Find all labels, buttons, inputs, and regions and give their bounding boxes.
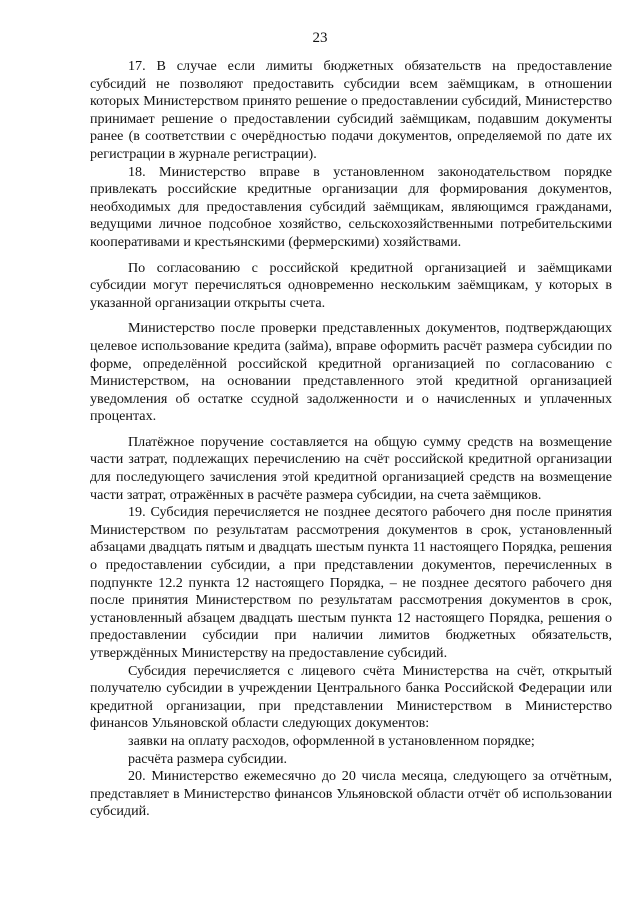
paragraph-19-transfer-account: Субсидия перечисляется с лицевого счёта Министерства на счёт, открытый получателю субсидии в учреждении Центрального банка Российской Федерации или кредитной организации, при представлении Министерством в Министерство финансов Ульяновской области следующих документов: — [90, 662, 612, 732]
document-body — [90, 58, 612, 821]
list-item-subsidy-calculation: расчёта размера субсидии. — [128, 750, 288, 767]
paragraph-18-payment-transfer: По согласованию с российской кредитной организацией и заёмщиками субсидии могут перечисляться одновременно нескольким заёмщикам, у которых в указанной организации открыты счета. — [90, 259, 612, 311]
paragraph-17: 17. В случае если лимиты бюджетных обязательств на предоставление субсидий не позволяют предоставить субсидии всем заёмщикам, в отношении которых Министерством принято решение о предоставлении субсидий, Министерство принимает решение о предоставлении субсидий заёмщикам, подавшим документы ранее (в соответствии с очерёдностью подачи документов, определяемой по дате их регистрации в журнале регистрации). — [90, 58, 612, 162]
paragraph-19: 19. Субсидия перечисляется не позднее десятого рабочего дня после принятия Министерством по результатам рассмотрения документов в срок, установленный абзацами двадцать пятым и двадцать шестым пункта 11 настоящего Порядка, решения о предоставлении субсидии, а при представлении документов, перечисленных в подпункте 12.2 пункта 12 настоящего Порядка, – не позднее десятого рабочего дня после принятия Министерством по результатам рассмотрения документов в срок, установленный абзацем двадцать шестым пункта 12 настоящего Порядка, решения о предоставлении субсидии при наличии лимитов бюджетных обязательств, утверждённых Министерству на предоставление субсидий. — [90, 504, 612, 661]
paragraph-18-payment-order: Платёжное поручение составляется на общую сумму средств на возмещение части затрат, подлежащих перечислению на счёт российской кредитной организации для последующего зачисления этой кредитной организацией средств на возмещение части затрат, отражённых в расчёте размера субсидии, на счета заёмщиков. — [90, 433, 612, 503]
paragraph-18-subsidy-calculation: Министерство после проверки представленных документов, подтверждающих целевое использование кредита (займа), вправе оформить расчёт размера субсидии по форме, определённой российской кредитной организацией по согласованию с Министерством, на основании представленного этой кредитной организацией уведомления об остатке ссудной задолженности и о начисленных и уплаченных процентах. — [90, 320, 612, 425]
page-number: 23 — [312, 30, 328, 46]
paragraph-20: 20. Министерство ежемесячно до 20 числа месяца, следующего за отчётным, представляет в Министерство финансов Ульяновской области отчёт об использовании субсидий. — [90, 768, 612, 820]
paragraph-18: 18. Министерство вправе в установленном законодательством порядке привлекать российские кредитные организации для формирования документов, необходимых для предоставления субсидий заёмщикам, являющимся гражданами, ведущими личное подсобное хозяйство, сельскохозяйственными потребительскими кооперативами и крестьянскими (фермерскими) хозяйствами. — [90, 163, 612, 250]
list-item-expense-request: заявки на оплату расходов, оформленной в установленном порядке; — [128, 732, 535, 749]
